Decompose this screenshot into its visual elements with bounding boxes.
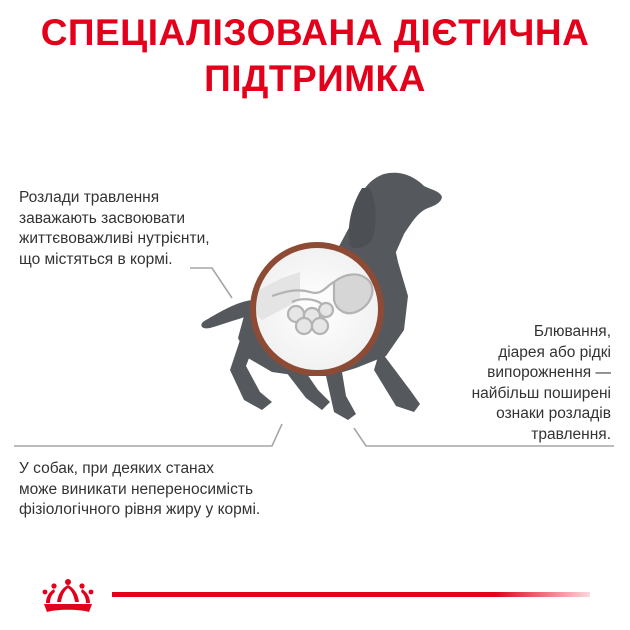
callout-line: найбільш поширені bbox=[471, 384, 611, 402]
callout-line: що містяться в кормі. bbox=[19, 250, 173, 268]
callout-line: життєвоважливі нутрієнти, bbox=[19, 230, 210, 247]
callout-symptoms bbox=[472, 322, 611, 445]
page-title bbox=[0, 10, 630, 102]
title-line-1: СПЕЦІАЛІЗОВАНА ДІЄТИЧНА bbox=[40, 12, 590, 53]
callout-line: може виникати непереносимість bbox=[19, 480, 254, 498]
crown-logo-icon bbox=[40, 578, 96, 618]
callout-line: ознаки розладів bbox=[496, 405, 611, 422]
bottom-red-rule bbox=[112, 592, 590, 597]
callout-fat-intolerance bbox=[19, 459, 260, 521]
title-line-2: ПІДТРИМКА bbox=[204, 58, 426, 99]
callout-line: фізіологічного рівня жиру у кормі. bbox=[19, 501, 261, 518]
callout-line: випорожнення — bbox=[487, 364, 611, 381]
callout-line: заважають засвоювати bbox=[19, 209, 186, 227]
callout-line: травлення. bbox=[531, 425, 611, 443]
callout-digestive-disorders bbox=[19, 188, 210, 270]
callout-line: Блювання, bbox=[533, 323, 611, 340]
callout-line: діарея або рідкі bbox=[498, 343, 611, 361]
callout-line: У собак, при деяких станах bbox=[19, 460, 214, 477]
callout-line: Розлади травлення bbox=[19, 189, 160, 206]
leader-line-top-left bbox=[190, 268, 232, 298]
leader-line-bottom-left bbox=[14, 424, 282, 446]
